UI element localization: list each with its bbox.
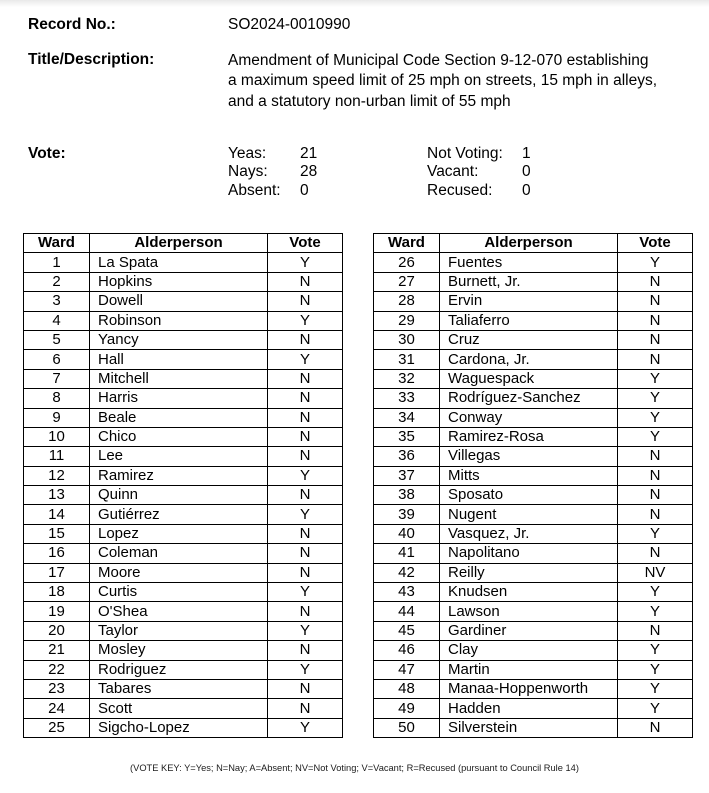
ward-cell: 32 bbox=[374, 369, 440, 388]
table-row bbox=[374, 408, 693, 427]
alderperson-cell: Taliaferro bbox=[440, 311, 618, 330]
table-row bbox=[374, 699, 693, 718]
table-row bbox=[24, 408, 343, 427]
recused-value: 0 bbox=[522, 181, 531, 199]
table-row bbox=[374, 718, 693, 737]
vote-key-footnote: (VOTE KEY: Y=Yes; N=Nay; A=Absent; NV=Not Voting; V=Vacant; R=Recused (pursuant to Council Rule 14) bbox=[130, 763, 579, 773]
vote-cell: N bbox=[268, 408, 343, 427]
alderperson-cell: Knudsen bbox=[440, 583, 618, 602]
alderperson-cell: Napolitano bbox=[440, 544, 618, 563]
vote-cell: N bbox=[268, 641, 343, 660]
alderperson-cell: Burnett, Jr. bbox=[440, 272, 618, 291]
table-row bbox=[374, 505, 693, 524]
nays-value: 28 bbox=[300, 163, 318, 181]
ward-column-header: Ward bbox=[374, 234, 440, 253]
ward-cell: 13 bbox=[24, 486, 90, 505]
vote-cell: NV bbox=[618, 563, 693, 582]
table-row bbox=[374, 679, 693, 698]
vote-cell: N bbox=[268, 699, 343, 718]
alderperson-cell: Chico bbox=[90, 427, 268, 446]
alderperson-cell: Martin bbox=[440, 660, 618, 679]
ward-cell: 29 bbox=[374, 311, 440, 330]
table-row bbox=[24, 583, 343, 602]
title-line-1: Amendment of Municipal Code Section 9-12-070 establishing bbox=[228, 52, 649, 69]
table-row bbox=[374, 350, 693, 369]
vote-cell: N bbox=[268, 524, 343, 543]
vote-cell: Y bbox=[618, 660, 693, 679]
ward-cell: 28 bbox=[374, 292, 440, 311]
alderperson-cell: Cruz bbox=[440, 330, 618, 349]
alderperson-cell: Hall bbox=[90, 350, 268, 369]
alderperson-cell: Ramirez-Rosa bbox=[440, 427, 618, 446]
alderperson-column-header: Alderperson bbox=[90, 234, 268, 253]
vote-cell: Y bbox=[618, 679, 693, 698]
vote-cell: N bbox=[618, 311, 693, 330]
ward-cell: 17 bbox=[24, 563, 90, 582]
vote-cell: Y bbox=[618, 389, 693, 408]
ward-cell: 41 bbox=[374, 544, 440, 563]
alderperson-cell: La Spata bbox=[90, 253, 268, 272]
ward-cell: 23 bbox=[24, 679, 90, 698]
vote-cell: Y bbox=[268, 253, 343, 272]
vote-cell: Y bbox=[618, 253, 693, 272]
vote-cell: Y bbox=[268, 718, 343, 737]
ward-cell: 21 bbox=[24, 641, 90, 660]
table-row bbox=[24, 505, 343, 524]
alderperson-cell: Rodriguez bbox=[90, 660, 268, 679]
table-row bbox=[374, 660, 693, 679]
alderperson-cell: Silverstein bbox=[440, 718, 618, 737]
table-row bbox=[374, 466, 693, 485]
table-row bbox=[24, 311, 343, 330]
absent-tally bbox=[228, 182, 317, 200]
ward-cell: 16 bbox=[24, 544, 90, 563]
top-shadow bbox=[0, 0, 709, 7]
alderperson-cell: Mitchell bbox=[90, 369, 268, 388]
ward-cell: 19 bbox=[24, 602, 90, 621]
alderperson-cell: Robinson bbox=[90, 311, 268, 330]
alderperson-cell: Sposato bbox=[440, 486, 618, 505]
alderperson-cell: Curtis bbox=[90, 583, 268, 602]
ward-cell: 14 bbox=[24, 505, 90, 524]
vote-cell: N bbox=[618, 621, 693, 640]
table-row bbox=[374, 583, 693, 602]
ward-cell: 22 bbox=[24, 660, 90, 679]
vote-cell: Y bbox=[618, 408, 693, 427]
table-row bbox=[374, 369, 693, 388]
table-row bbox=[374, 389, 693, 408]
vote-cell: N bbox=[268, 563, 343, 582]
alderperson-cell: Gutiérrez bbox=[90, 505, 268, 524]
table-row bbox=[374, 272, 693, 291]
ward-cell: 2 bbox=[24, 272, 90, 291]
ward-cell: 46 bbox=[374, 641, 440, 660]
vacant-label: Vacant: bbox=[427, 163, 479, 181]
alderperson-cell: Sigcho-Lopez bbox=[90, 718, 268, 737]
ward-cell: 12 bbox=[24, 466, 90, 485]
alderperson-cell: Cardona, Jr. bbox=[440, 350, 618, 369]
absent-label: Absent: bbox=[228, 181, 281, 199]
vote-cell: N bbox=[268, 292, 343, 311]
alderperson-cell: Coleman bbox=[90, 544, 268, 563]
vote-cell: Y bbox=[618, 641, 693, 660]
ward-cell: 26 bbox=[374, 253, 440, 272]
alderperson-cell: Dowell bbox=[90, 292, 268, 311]
ward-cell: 49 bbox=[374, 699, 440, 718]
vacant-value: 0 bbox=[522, 163, 531, 181]
ward-cell: 11 bbox=[24, 447, 90, 466]
alderperson-cell: Hadden bbox=[440, 699, 618, 718]
table-row bbox=[24, 621, 343, 640]
alderperson-cell: Reilly bbox=[440, 563, 618, 582]
vote-cell: Y bbox=[268, 466, 343, 485]
vote-cell: N bbox=[618, 466, 693, 485]
ward-cell: 43 bbox=[374, 583, 440, 602]
recused-label: Recused: bbox=[427, 181, 493, 199]
vote-cell: N bbox=[268, 544, 343, 563]
alderperson-cell: Fuentes bbox=[440, 253, 618, 272]
ward-cell: 48 bbox=[374, 679, 440, 698]
alderperson-cell: Conway bbox=[440, 408, 618, 427]
ward-cell: 25 bbox=[24, 718, 90, 737]
vacant-tally bbox=[427, 163, 531, 181]
alderperson-cell: Mosley bbox=[90, 641, 268, 660]
vote-cell: N bbox=[268, 389, 343, 408]
vote-cell: Y bbox=[268, 660, 343, 679]
table-row bbox=[374, 544, 693, 563]
ward-cell: 1 bbox=[24, 253, 90, 272]
table-row bbox=[374, 447, 693, 466]
title-description-value bbox=[228, 51, 657, 112]
ward-cell: 44 bbox=[374, 602, 440, 621]
vote-cell: N bbox=[268, 486, 343, 505]
table-row bbox=[24, 602, 343, 621]
vote-cell: N bbox=[618, 505, 693, 524]
table-row bbox=[24, 272, 343, 291]
vote-cell: N bbox=[268, 330, 343, 349]
table-row bbox=[24, 718, 343, 737]
ward-cell: 27 bbox=[374, 272, 440, 291]
record-no-value: SO2024-0010990 bbox=[228, 16, 351, 33]
alderperson-cell: Hopkins bbox=[90, 272, 268, 291]
not-voting-label: Not Voting: bbox=[427, 145, 503, 162]
ward-cell: 50 bbox=[374, 718, 440, 737]
table-row bbox=[24, 660, 343, 679]
vote-cell: N bbox=[618, 350, 693, 369]
alderperson-cell: Harris bbox=[90, 389, 268, 408]
table-row bbox=[374, 330, 693, 349]
vote-table-wards-26-50 bbox=[373, 233, 693, 738]
not-voting-value: 1 bbox=[522, 145, 531, 162]
vote-cell: Y bbox=[618, 524, 693, 543]
ward-cell: 34 bbox=[374, 408, 440, 427]
alderperson-cell: Nugent bbox=[440, 505, 618, 524]
vote-cell: Y bbox=[268, 350, 343, 369]
vote-cell: Y bbox=[268, 505, 343, 524]
nays-tally bbox=[228, 163, 317, 181]
ward-cell: 38 bbox=[374, 486, 440, 505]
alderperson-cell: Yancy bbox=[90, 330, 268, 349]
ward-cell: 24 bbox=[24, 699, 90, 718]
ward-cell: 7 bbox=[24, 369, 90, 388]
table-row bbox=[24, 447, 343, 466]
ward-cell: 39 bbox=[374, 505, 440, 524]
vote-cell: N bbox=[618, 292, 693, 311]
vote-cell: N bbox=[268, 679, 343, 698]
alderperson-cell: Moore bbox=[90, 563, 268, 582]
vote-cell: N bbox=[618, 718, 693, 737]
alderperson-cell: Waguespack bbox=[440, 369, 618, 388]
ward-cell: 31 bbox=[374, 350, 440, 369]
table-row bbox=[24, 389, 343, 408]
table-row bbox=[24, 699, 343, 718]
title-line-3: and a statutory non-urban limit of 55 mph bbox=[228, 92, 511, 110]
vote-cell: N bbox=[618, 330, 693, 349]
vote-cell: N bbox=[618, 272, 693, 291]
alderperson-cell: Villegas bbox=[440, 447, 618, 466]
ward-cell: 10 bbox=[24, 427, 90, 446]
table-row bbox=[24, 524, 343, 543]
vote-tally-column-1 bbox=[228, 145, 317, 200]
table-row bbox=[24, 641, 343, 660]
table-row bbox=[24, 292, 343, 311]
vote-cell: Y bbox=[268, 621, 343, 640]
alderperson-cell: Vasquez, Jr. bbox=[440, 524, 618, 543]
yeas-tally bbox=[228, 145, 317, 163]
vote-table-wards-1-25 bbox=[23, 233, 343, 738]
alderperson-cell: Gardiner bbox=[440, 621, 618, 640]
table-header-row bbox=[374, 234, 693, 253]
table-row bbox=[374, 524, 693, 543]
ward-cell: 36 bbox=[374, 447, 440, 466]
ward-cell: 8 bbox=[24, 389, 90, 408]
vote-cell: N bbox=[268, 602, 343, 621]
vote-cell: Y bbox=[618, 369, 693, 388]
vote-cell: Y bbox=[618, 699, 693, 718]
nays-label: Nays: bbox=[228, 163, 268, 181]
alderperson-cell: Beale bbox=[90, 408, 268, 427]
ward-cell: 3 bbox=[24, 292, 90, 311]
table-header-row bbox=[24, 234, 343, 253]
vote-cell: Y bbox=[618, 583, 693, 602]
vote-cell: Y bbox=[268, 311, 343, 330]
table-row bbox=[24, 330, 343, 349]
alderperson-cell: Manaa-Hoppenworth bbox=[440, 679, 618, 698]
table-row bbox=[24, 350, 343, 369]
alderperson-cell: Lee bbox=[90, 447, 268, 466]
ward-cell: 47 bbox=[374, 660, 440, 679]
ward-cell: 45 bbox=[374, 621, 440, 640]
alderperson-cell: Ervin bbox=[440, 292, 618, 311]
vote-cell: N bbox=[268, 427, 343, 446]
ward-cell: 5 bbox=[24, 330, 90, 349]
title-description-label: Title/Description: bbox=[28, 51, 155, 68]
table-row bbox=[24, 466, 343, 485]
ward-cell: 35 bbox=[374, 427, 440, 446]
vote-cell: N bbox=[268, 447, 343, 466]
alderperson-cell: Rodríguez-Sanchez bbox=[440, 389, 618, 408]
alderperson-cell: Lawson bbox=[440, 602, 618, 621]
ward-cell: 20 bbox=[24, 621, 90, 640]
alderperson-cell: Ramirez bbox=[90, 466, 268, 485]
alderperson-cell: Clay bbox=[440, 641, 618, 660]
alderperson-cell: O'Shea bbox=[90, 602, 268, 621]
yeas-label: Yeas: bbox=[228, 145, 267, 162]
table-row bbox=[374, 427, 693, 446]
ward-cell: 37 bbox=[374, 466, 440, 485]
table-row bbox=[24, 486, 343, 505]
ward-column-header: Ward bbox=[24, 234, 90, 253]
not-voting-tally bbox=[427, 145, 531, 163]
table-row bbox=[374, 602, 693, 621]
table-row bbox=[374, 292, 693, 311]
ward-cell: 9 bbox=[24, 408, 90, 427]
vote-column-header: Vote bbox=[618, 234, 693, 253]
vote-cell: N bbox=[618, 486, 693, 505]
table-row bbox=[374, 621, 693, 640]
table-row bbox=[374, 641, 693, 660]
alderperson-cell: Mitts bbox=[440, 466, 618, 485]
vote-tally-column-2 bbox=[427, 145, 531, 200]
alderperson-column-header: Alderperson bbox=[440, 234, 618, 253]
table-row bbox=[24, 679, 343, 698]
vote-cell: N bbox=[268, 272, 343, 291]
table-row bbox=[24, 369, 343, 388]
recused-tally bbox=[427, 182, 531, 200]
alderperson-cell: Tabares bbox=[90, 679, 268, 698]
vote-column-header: Vote bbox=[268, 234, 343, 253]
table-row bbox=[374, 311, 693, 330]
table-row bbox=[24, 427, 343, 446]
alderperson-cell: Lopez bbox=[90, 524, 268, 543]
alderperson-cell: Scott bbox=[90, 699, 268, 718]
ward-cell: 30 bbox=[374, 330, 440, 349]
vote-section-label: Vote: bbox=[28, 145, 66, 162]
table-row bbox=[24, 563, 343, 582]
ward-cell: 15 bbox=[24, 524, 90, 543]
table-row bbox=[24, 253, 343, 272]
alderperson-cell: Taylor bbox=[90, 621, 268, 640]
vote-cell: Y bbox=[618, 602, 693, 621]
vote-cell: N bbox=[618, 544, 693, 563]
vote-cell: Y bbox=[618, 427, 693, 446]
table-row bbox=[374, 486, 693, 505]
absent-value: 0 bbox=[300, 181, 309, 199]
table-row bbox=[374, 563, 693, 582]
ward-cell: 6 bbox=[24, 350, 90, 369]
table-row bbox=[24, 544, 343, 563]
ward-cell: 33 bbox=[374, 389, 440, 408]
table-row bbox=[374, 253, 693, 272]
ward-cell: 42 bbox=[374, 563, 440, 582]
title-line-2: a maximum speed limit of 25 mph on streets, 15 mph in alleys, bbox=[228, 72, 658, 90]
ward-cell: 40 bbox=[374, 524, 440, 543]
vote-cell: N bbox=[618, 447, 693, 466]
ward-cell: 18 bbox=[24, 583, 90, 602]
vote-cell: Y bbox=[268, 583, 343, 602]
alderperson-cell: Quinn bbox=[90, 486, 268, 505]
ward-cell: 4 bbox=[24, 311, 90, 330]
record-no-label: Record No.: bbox=[28, 16, 116, 33]
vote-cell: N bbox=[268, 369, 343, 388]
yeas-value: 21 bbox=[300, 145, 318, 162]
